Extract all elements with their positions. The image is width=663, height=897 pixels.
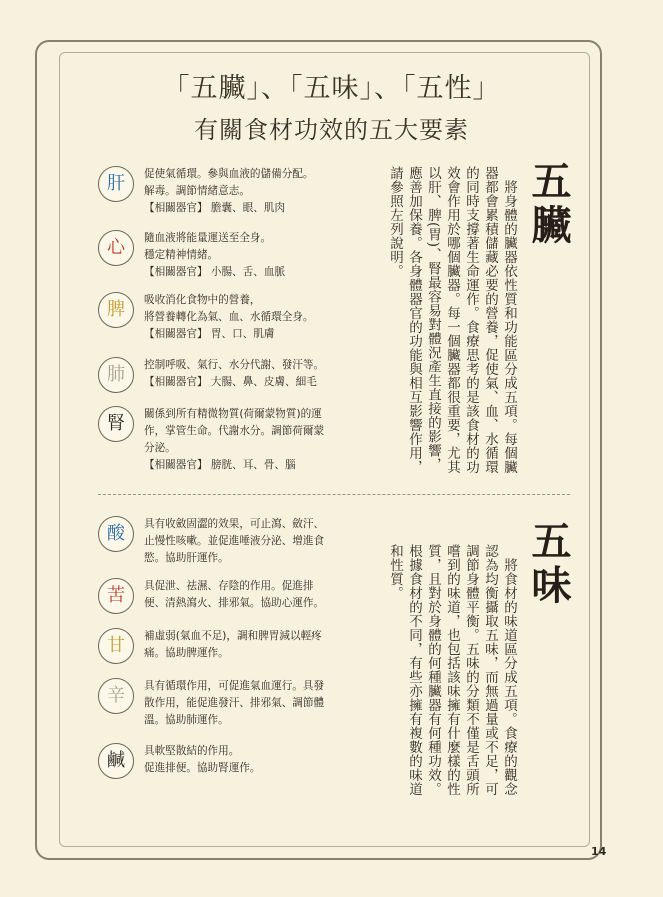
flavor-char: 辛 [107,685,125,706]
flavor-row-sour [98,516,358,568]
organ-char: 肺 [107,364,125,385]
organ-description: 促使氣循環。參與血液的儲備分配。 解毒。調節情緒意志。 【相關器官】 膽囊、眼、肌肉 [144,168,314,214]
flavor-badge [98,678,134,714]
organ-row-lung [98,357,358,397]
organ-row-kidney [98,406,358,476]
organ-badge [98,166,134,202]
flavor-row-pungent [98,678,358,730]
organ-char: 心 [107,237,125,258]
flavor-description: 具軟堅散結的作用。 促進排便。協助腎運作。 [144,745,261,774]
flavor-char: 酸 [107,523,125,544]
flavor-char: 甘 [107,635,125,656]
flavor-row-salty [98,743,358,783]
flavor-badge [98,578,134,614]
flavor-char: 苦 [107,585,125,606]
flavor-badge [98,516,134,552]
flavor-badge [98,743,134,779]
organ-row-spleen [98,292,358,342]
wuzang-heading: 五臟 [525,160,572,248]
organ-char: 腎 [107,413,125,434]
flavor-char: 鹹 [107,750,125,771]
flavor-row-bitter [98,578,358,618]
wuwei-heading: 五味 [525,520,572,608]
organ-badge [98,230,134,266]
flavor-badge [98,628,134,664]
organ-description: 關係到所有精微物質(荷爾蒙物質)的運 作，掌管生命。代謝水分。調節荷爾蒙 分泌。 【相關器官】 膀胱、耳、骨、腦 [144,408,325,471]
organ-badge [98,292,134,328]
wuzang-paragraph: 將身體的臟器依性質和功能區分成五項。每個臟器都會累積儲藏必要的營養，促使氣、血、水循環的同時支撐著生命運作。食療思考的是該食材的功效會作用於哪個臟器。每一個臟器都很重要，尤其以肝、脾(胃)、腎最容易對體況產生直接的影響，應善加保養。各身體器官的功能與相互影響作用，請參照左列說明。 [387,166,517,474]
organ-description: 吸收消化食物中的營養， 將營養轉化為氣、血、水循環全身。 【相關器官】 胃、口、肌膚 [144,294,314,340]
flavor-row-sweet [98,628,358,668]
flavor-description: 補虛弱(氣血不足)，調和脾胃減以輕疼 痛。協助脾運作。 [144,630,322,659]
section-divider [98,494,570,495]
flavor-description: 具有循環作用，可促進氣血運行。具發 散作用，能促進發汗、排邪氣、調節體 溫。協助肺運作。 [144,680,325,726]
flavor-description: 具有收斂固澀的效果，可止瀉、斂汗、 止慢性咳嗽。並促進唾液分泌、增進食 慾。協助肝運作。 [144,518,325,564]
organ-row-liver [98,166,358,216]
organ-description: 隨血液將能量運送至全身。 穩定精神情緒。 【相關器官】 小腸、舌、血脈 [144,232,286,278]
page-number: 14 [591,845,607,858]
organ-badge [98,357,134,393]
organ-char: 脾 [107,299,125,320]
organ-description: 控制呼吸、氣行、水分代謝、發汗等。 【相關器官】 大腸、鼻、皮膚、細毛 [144,359,325,388]
organ-row-heart [98,230,358,280]
wuwei-paragraph: 將食材的味道區分成五項。食療的觀念認為均衡攝取五味，而無過量或不足，可調節身體平衡。五味的分類不僅是舌頭所嚐到的味道，也包括該味擁有什麼樣的性質，且對於身體的何種臟器有何種功效。根據食材的不同，有些亦擁有複數的味道和性質。 [387,544,517,796]
flavor-description: 具促泄、祛濕、存陰的作用。促進排 便、清熱瀉火、排邪氣。協助心運作。 [144,580,325,609]
organ-badge [98,406,134,442]
title-line-2: 有關食材功效的五大要素 [194,116,469,144]
organ-char: 肝 [107,173,125,194]
title-line-1: 「五臟」、「五味」、「五性」 [162,73,501,104]
